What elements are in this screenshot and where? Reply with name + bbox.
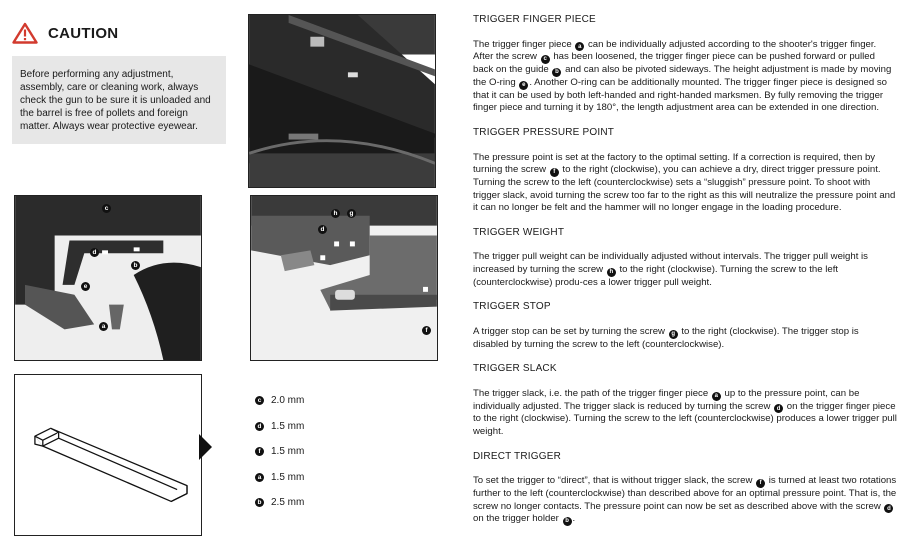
size-value: 2.5 mm <box>271 497 305 509</box>
allen-key-sizes <box>255 388 304 516</box>
size-badge: d <box>255 422 264 431</box>
size-value: 1.5 mm <box>271 446 305 458</box>
caution-text: Before performing any adjustment, assembly, care or cleaning work, always check the gun to be sure it is unloaded and the barrel is free of pollets and foreign matter. Always wear protective eyewear. <box>12 56 226 144</box>
section-body <box>473 388 897 439</box>
size-badge: f <box>255 447 264 456</box>
fig-label-e: e <box>81 282 90 291</box>
section-body <box>473 152 897 215</box>
caution-header <box>12 22 118 44</box>
body-text: and can also be pivoted sideways. The height adjustment is made by moving the O-ring <box>473 64 892 88</box>
allen-key-size-row <box>255 414 304 440</box>
part-ref-badge: b <box>563 517 572 526</box>
body-text: has been loosened, the trigger finger piece can be pushed forward or pulled back on the guide <box>473 51 875 76</box>
allen-key-icon <box>15 375 201 535</box>
allen-key-size-row <box>255 439 304 465</box>
body-text: . <box>572 513 576 525</box>
section-heading: TRIGGER STOP <box>473 301 551 313</box>
photo-trigger-left <box>14 195 202 361</box>
part-ref-badge: c <box>541 55 550 64</box>
part-ref-badge: g <box>669 330 678 339</box>
body-text: is turned at least two rotations further to the left (counterclockwise) than described above for an optimal pressure point. That is, the screw no longer contacts. The pressure point can now be set as described above with the screw <box>473 475 897 512</box>
body-text: A trigger stop can be set by turning the screw <box>473 325 668 337</box>
body-text: To set the trigger to “direct”, that is without trigger slack, the screw <box>473 475 756 487</box>
allen-key-size-row <box>255 388 304 414</box>
body-text: on the trigger holder <box>473 513 562 525</box>
allen-key-size-row <box>255 465 304 491</box>
body-text: to the right (clockwise), you can achieve a dry, direct trigger pressure point. Turning the screw to the left (counterclockwise) sets a “sluggish” pressure point. To shoot with trigger slack, avoid turning the screw too far to the right as this will neutralize the pressure point and it can no longer be felt and the hammer will no longer engage in the loading procedure. <box>473 164 896 214</box>
fig-label-f: f <box>422 326 431 335</box>
size-value: 2.0 mm <box>271 395 305 407</box>
size-value: 1.5 mm <box>271 471 305 483</box>
size-badge: a <box>255 473 264 482</box>
size-badge: b <box>255 498 264 507</box>
size-badge: c <box>255 396 264 405</box>
section-heading: DIRECT TRIGGER <box>473 450 561 462</box>
section-heading: TRIGGER FINGER PIECE <box>473 14 596 25</box>
fig-label-h: h <box>331 209 340 218</box>
section-body <box>473 475 897 526</box>
instructions-text <box>473 14 897 537</box>
part-ref-badge: e <box>519 81 528 90</box>
fig-label-a: a <box>99 322 108 331</box>
body-text: to the right (clockwise). Turning the screw to the left (counterclockwise) produ-ces a lower trigger pull weight. <box>473 263 839 288</box>
caution-title: CAUTION <box>48 24 119 42</box>
body-text: up to the pressure point, can be individually adjusted. The trigger slack is reduced by turning the screw <box>473 387 860 412</box>
fig-label-b: b <box>131 261 140 270</box>
body-text: . Another O-ring can be additionally mounted. The trigger finger piece is designed so that it can be used by both left-handed and right-handed marksmen. By fully removing the trigger finger piece and turning it by 180°, the length adjustment area can be extended in one direction. <box>473 76 887 114</box>
part-ref-badge: b <box>552 68 561 77</box>
fig-label-d: d <box>90 248 99 257</box>
allen-key-size-row <box>255 490 304 516</box>
part-ref-badge: f <box>550 168 559 177</box>
body-text: The trigger slack, i.e. the path of the trigger finger piece <box>473 387 711 399</box>
part-ref-badge: a <box>712 392 721 401</box>
section-body <box>473 326 897 351</box>
body-text: The pressure point is set at the factory to the optimal setting. If a correction is required, then by turning the screw <box>473 151 876 176</box>
photo-breech <box>248 14 436 188</box>
section-body <box>473 39 897 115</box>
part-ref-badge: f <box>756 479 765 488</box>
section-heading: TRIGGER SLACK <box>473 363 557 375</box>
photo-trigger-right <box>250 195 438 361</box>
part-ref-badge: d <box>884 504 893 513</box>
allen-key-illustration <box>14 374 202 536</box>
body-text: to the right (clockwise). The trigger stop is disabled by turning the screw to the left (counterclockwise). <box>473 325 859 350</box>
fig-label-c: c <box>102 204 111 213</box>
warning-icon <box>12 22 38 44</box>
section-body <box>473 251 897 289</box>
arrow-pointer-icon <box>199 434 212 460</box>
size-value: 1.5 mm <box>271 420 305 432</box>
body-text: can be individually adjusted according to the shooter's trigger finger. After the screw <box>473 38 877 63</box>
body-text: The trigger pull weight can be individually adjusted without intervals. The trigger pull weight is increased by turning the screw <box>473 251 868 275</box>
section-heading: TRIGGER PRESSURE POINT <box>473 126 615 138</box>
section-heading: TRIGGER WEIGHT <box>473 226 565 238</box>
part-ref-badge: h <box>607 268 616 277</box>
fig-label-g: g <box>347 209 356 218</box>
fig-label-d2: d <box>318 225 327 234</box>
body-text: on the trigger finger piece to the right (clockwise). Turning the screw to the left (counterclockwise) produces a lower trigger pull weight. <box>473 400 897 438</box>
body-text: The trigger finger piece <box>473 38 575 50</box>
part-ref-badge: d <box>774 404 783 413</box>
part-ref-badge: a <box>575 42 584 51</box>
